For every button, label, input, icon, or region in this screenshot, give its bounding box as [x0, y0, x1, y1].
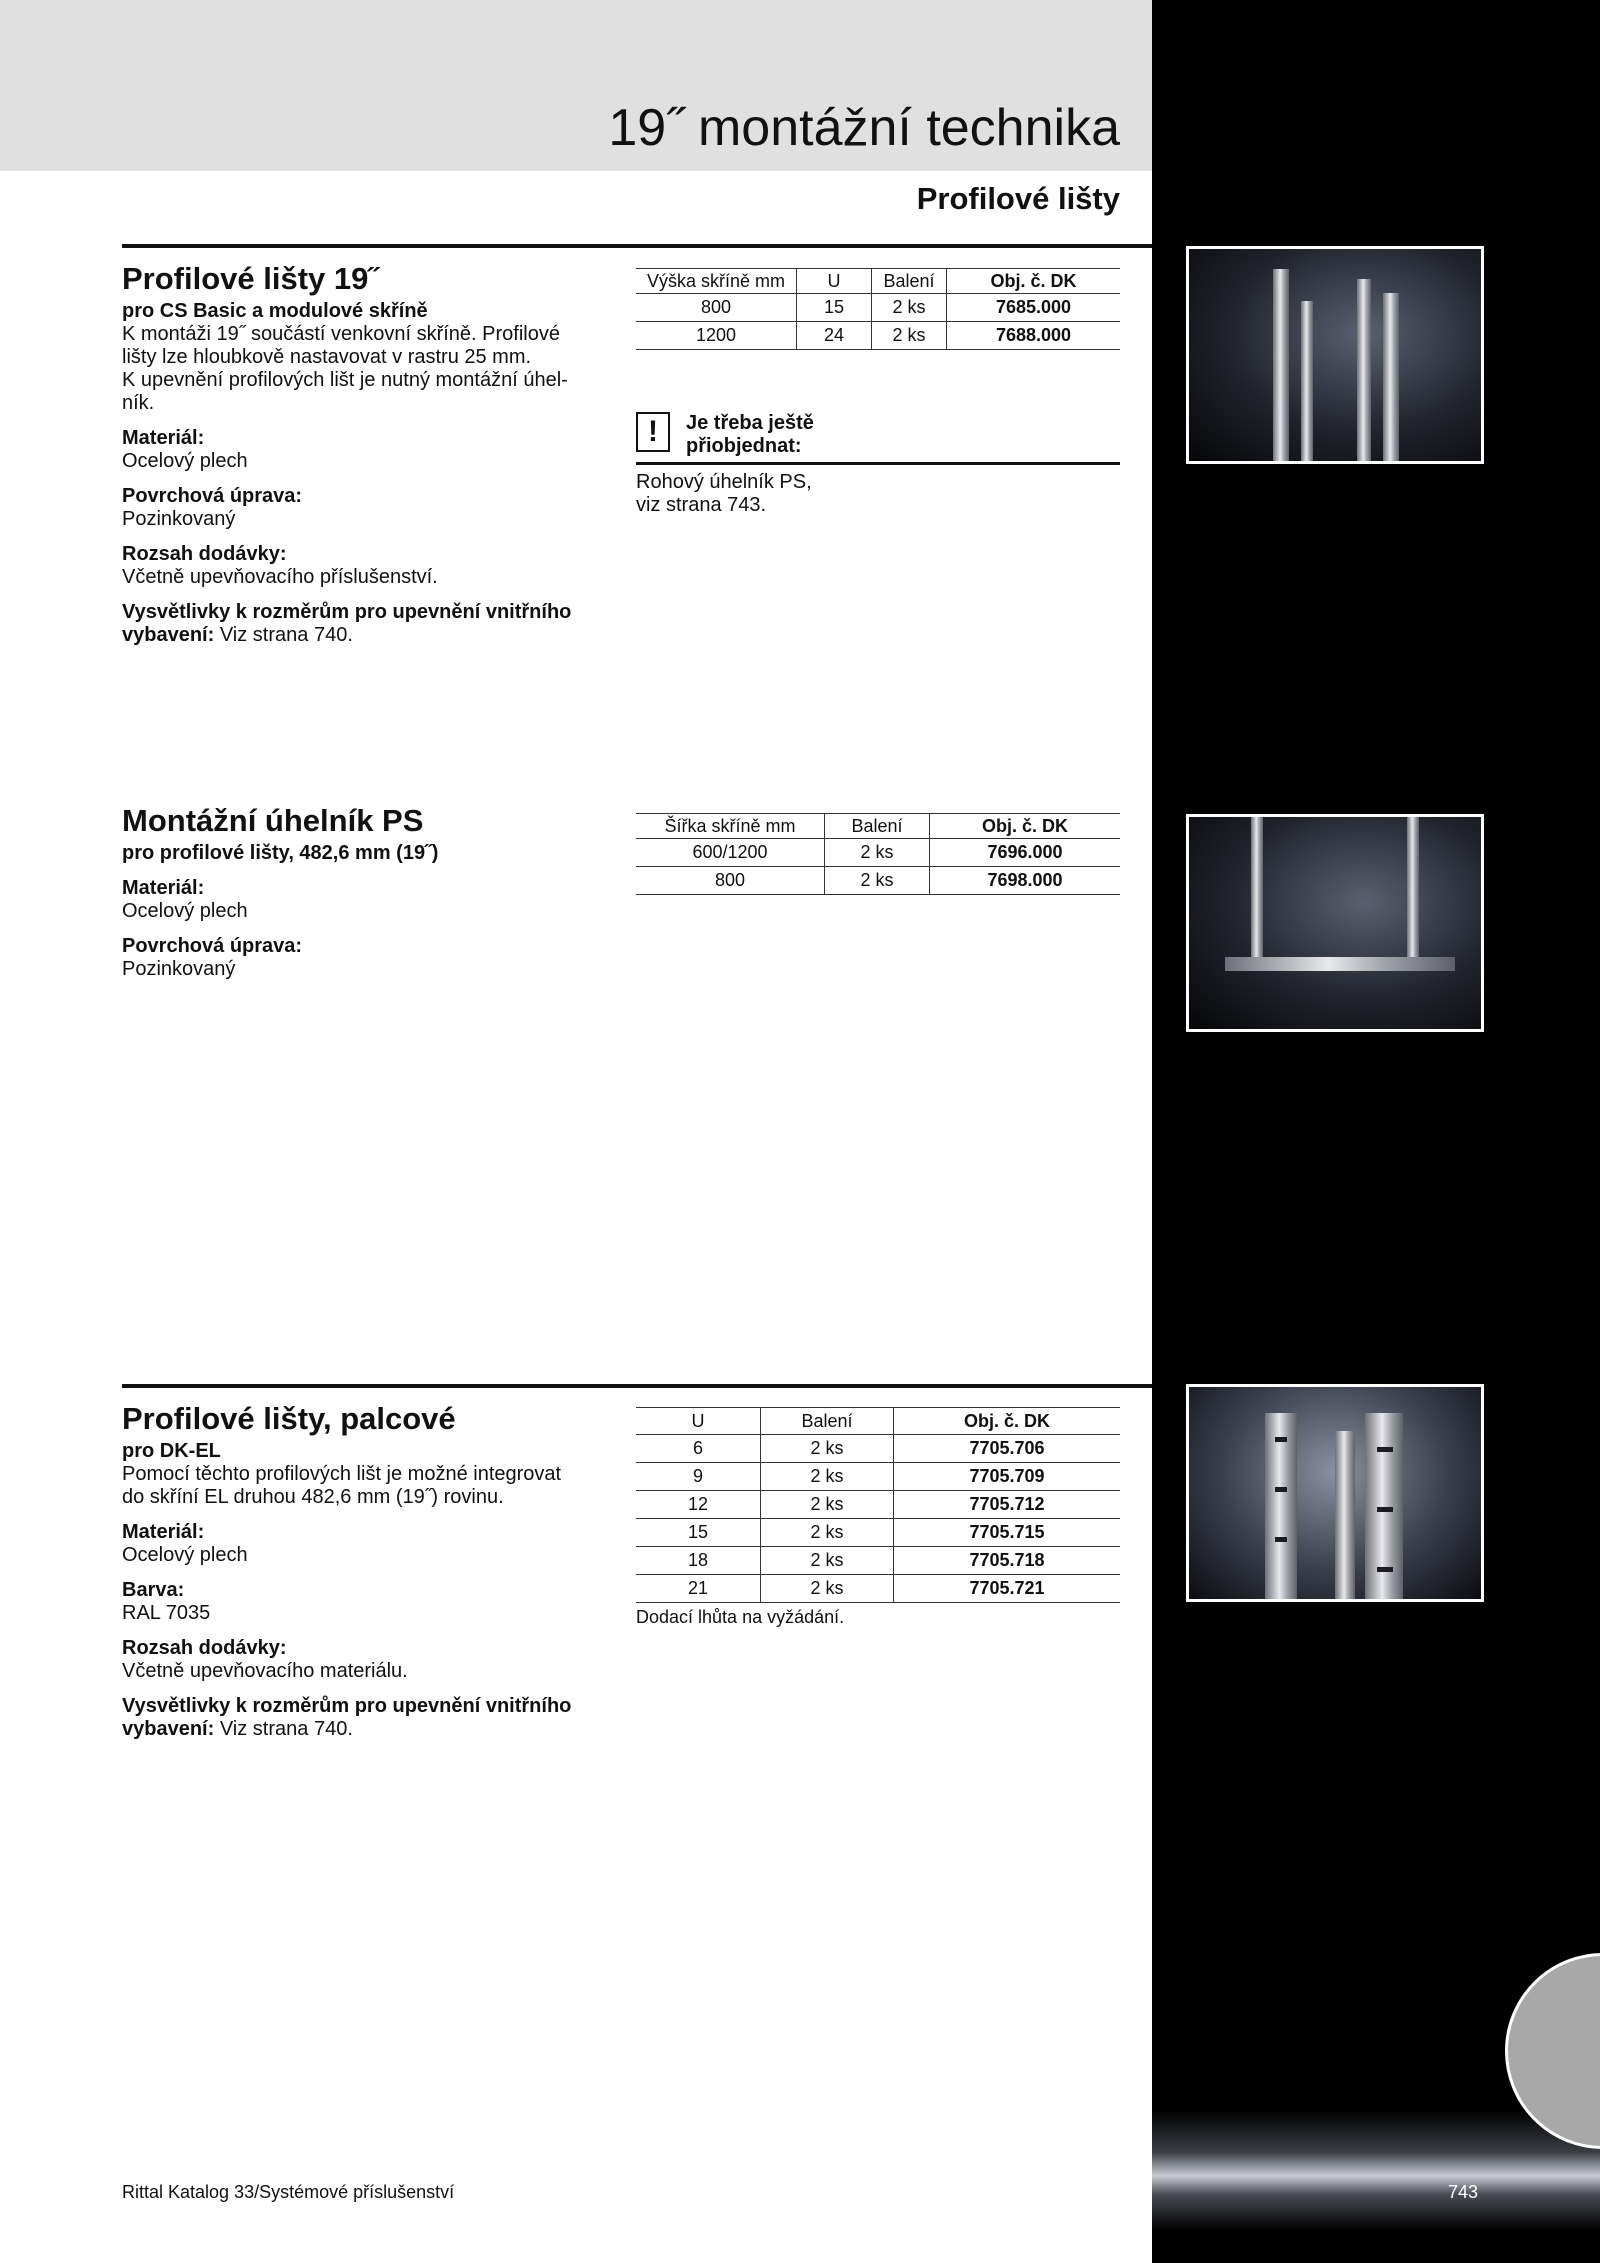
explain-label: [122, 601, 602, 647]
scope-label: Rozsah dodávky:: [122, 543, 287, 565]
table-cell: 7705.712: [894, 1491, 1121, 1519]
table-cell: 7696.000: [930, 839, 1121, 867]
table-row: [636, 1547, 1120, 1575]
column-header: [636, 269, 797, 294]
product-photo-mounting-angle: [1186, 814, 1484, 1032]
section-profile-rails-19: [122, 260, 602, 647]
rail-hole: [1275, 1537, 1287, 1542]
spec-table-1: [636, 268, 1120, 350]
column-header: U: [691, 1410, 705, 1431]
rail-shape: [1407, 817, 1419, 967]
table-cell: 7705.715: [894, 1519, 1121, 1547]
footer-catalog: Rittal Katalog 33/Systémové příslušenství: [122, 2182, 455, 2202]
table-row: [636, 1463, 1120, 1491]
note-title-line: přiobjednat:: [686, 435, 802, 457]
section-description: [122, 323, 602, 415]
description-line: ník.: [122, 392, 155, 414]
table-cell: 2 ks: [761, 1547, 894, 1575]
note-header: [636, 412, 1120, 465]
table-row: [636, 1519, 1120, 1547]
section-subtitle: pro DK-EL: [122, 1440, 221, 1462]
section-profile-rails-inch: [122, 1400, 602, 1741]
table-cell: 12: [687, 1494, 709, 1514]
table-cell: 6: [692, 1438, 703, 1458]
table-cell: 7705.721: [894, 1575, 1121, 1603]
note-body-line: Rohový úhelník PS,: [636, 471, 812, 493]
material-value: Ocelový plech: [122, 450, 248, 472]
table-cell: 9: [692, 1466, 703, 1486]
surface-label: Povrchová úprava:: [122, 485, 303, 507]
column-header: Obj. č. DK: [930, 814, 1121, 839]
column-header: Balení: [761, 1408, 894, 1435]
table-row: [636, 867, 1120, 895]
explain-label: [122, 1695, 602, 1741]
column-header: Šířka skříně mm: [664, 816, 796, 836]
description-line: lišty lze hloubkově nastavovat v rastru 25 mm.: [122, 346, 532, 368]
table-cell: 7685.000: [947, 294, 1121, 322]
product-photo-inch-rails: [1186, 1384, 1484, 1602]
table-cell: 2 ks: [872, 322, 947, 350]
column-header: Obj. č. DK: [947, 269, 1121, 294]
surface-label: Povrchová úprava:: [122, 935, 303, 957]
rail-shape: [1251, 817, 1263, 967]
rail-shape: [1301, 301, 1313, 464]
order-also-note: [636, 412, 1120, 517]
table-cell: 2 ks: [761, 1435, 894, 1463]
column-header: Obj. č. DK: [894, 1408, 1121, 1435]
availability-note: Dodací lhůta na vyžádání.: [636, 1607, 845, 1627]
table-header-row: [636, 814, 1120, 839]
material-label: Materiál:: [122, 427, 205, 449]
table-row: [636, 1435, 1120, 1463]
floor-reflection: [1152, 2110, 1600, 2230]
section-title: Profilové lišty, palcové: [122, 1401, 456, 1436]
explain-label-line: Vysvětlivky k rozměrům pro upevnění vnitřního: [122, 601, 572, 623]
rail-hole: [1377, 1567, 1393, 1572]
product-photo-rails: [1186, 246, 1484, 464]
section-rule: [122, 244, 1152, 248]
color-label: Barva:: [122, 1579, 185, 1601]
table-cell: 15: [687, 1522, 709, 1542]
description-line: K upevnění profilových lišt je nutný montážní úhel-: [122, 369, 568, 391]
rail-shape: [1383, 293, 1399, 464]
section-subtitle: pro CS Basic a modulové skříně: [122, 300, 428, 322]
table-cell: 800: [714, 870, 746, 890]
table-cell: 2 ks: [825, 839, 930, 867]
table-cell: 21: [687, 1578, 709, 1598]
scope-value: Včetně upevňovacího příslušenství.: [122, 566, 438, 588]
spec-table-2: [636, 813, 1120, 895]
section-mounting-angle-ps: [122, 802, 602, 981]
table-cell: 7698.000: [930, 867, 1121, 895]
rail-hole: [1275, 1437, 1287, 1442]
surface-value: Pozinkovaný: [122, 508, 236, 530]
rail-hole: [1275, 1487, 1287, 1492]
table-cell: 7705.709: [894, 1463, 1121, 1491]
table-cell: 2 ks: [761, 1463, 894, 1491]
rail-hole: [1377, 1447, 1393, 1452]
table-cell: 7688.000: [947, 322, 1121, 350]
page-title: 19˝ montážní technika: [608, 99, 1120, 157]
section-subtitle: pro profilové lišty, 482,6 mm (19˝): [122, 842, 439, 864]
table-cell: 600/1200: [692, 842, 768, 862]
material-value: Ocelový plech: [122, 1544, 248, 1566]
material-label: Materiál:: [122, 877, 205, 899]
table-cell: 2 ks: [761, 1491, 894, 1519]
page-number: 743: [1448, 2182, 1479, 2202]
section-rule: [122, 1384, 1152, 1388]
table-header-row: [636, 269, 1120, 294]
rail-shape: [1335, 1431, 1355, 1601]
spec-table-3: [636, 1407, 1120, 1603]
header-text: Výška skříně mm: [646, 271, 786, 291]
description-line: Pomocí těchto profilových lišt je možné integrovat: [122, 1463, 562, 1485]
color-value: RAL 7035: [122, 1602, 211, 1624]
angle-bar-shape: [1225, 957, 1455, 971]
explain-value: Viz strana 740.: [214, 624, 353, 646]
explain-label-line: vybavení:: [122, 624, 215, 646]
rail-hole: [1377, 1507, 1393, 1512]
explain-label-line: vybavení:: [122, 1718, 215, 1740]
section-title: Montážní úhelník PS: [122, 803, 424, 838]
table-cell: 2 ks: [872, 294, 947, 322]
table-row: [636, 322, 1120, 350]
table-row: [636, 294, 1120, 322]
note-body: [636, 471, 1120, 517]
material-label: Materiál:: [122, 1521, 205, 1543]
column-header: Balení: [872, 269, 947, 294]
surface-value: Pozinkovaný: [122, 958, 236, 980]
table-cell: 18: [687, 1550, 709, 1570]
table-cell: 24: [797, 322, 872, 350]
warning-exclamation-icon: !: [636, 412, 670, 452]
column-header: U: [797, 269, 872, 294]
table-cell: 2 ks: [761, 1519, 894, 1547]
explain-value: Viz strana 740.: [214, 1718, 353, 1740]
description-line: do skříní EL druhou 482,6 mm (19˝) rovinu.: [122, 1486, 504, 1508]
scope-value: Včetně upevňovacího materiálu.: [122, 1660, 408, 1682]
section-description: [122, 1463, 602, 1509]
note-title-line: Je třeba ještě: [686, 412, 814, 434]
table-cell: 800: [700, 297, 732, 317]
section-title: Profilové lišty 19˝: [122, 261, 379, 296]
table-cell: 2 ks: [825, 867, 930, 895]
rail-shape: [1357, 279, 1371, 464]
column-header: Balení: [825, 814, 930, 839]
description-line: K montáži 19˝ součástí venkovní skříně. Profilové: [122, 323, 560, 345]
table-cell: 7705.718: [894, 1547, 1121, 1575]
scope-label: Rozsah dodávky:: [122, 1637, 287, 1659]
table-header-row: [636, 1408, 1120, 1435]
note-body-line: viz strana 743.: [636, 494, 767, 516]
rail-shape: [1273, 269, 1289, 464]
note-title: [686, 412, 814, 458]
table-row: [636, 1575, 1120, 1603]
material-value: Ocelový plech: [122, 900, 248, 922]
table-row: [636, 1491, 1120, 1519]
explain-label-line: Vysvětlivky k rozměrům pro upevnění vnitřního: [122, 1695, 572, 1717]
table-cell: 2 ks: [761, 1575, 894, 1603]
table-cell: 7705.706: [894, 1435, 1121, 1463]
table-row: [636, 839, 1120, 867]
page-subtitle: Profilové lišty: [916, 181, 1120, 216]
table-cell: 15: [797, 294, 872, 322]
table-cell: 1200: [695, 325, 737, 345]
